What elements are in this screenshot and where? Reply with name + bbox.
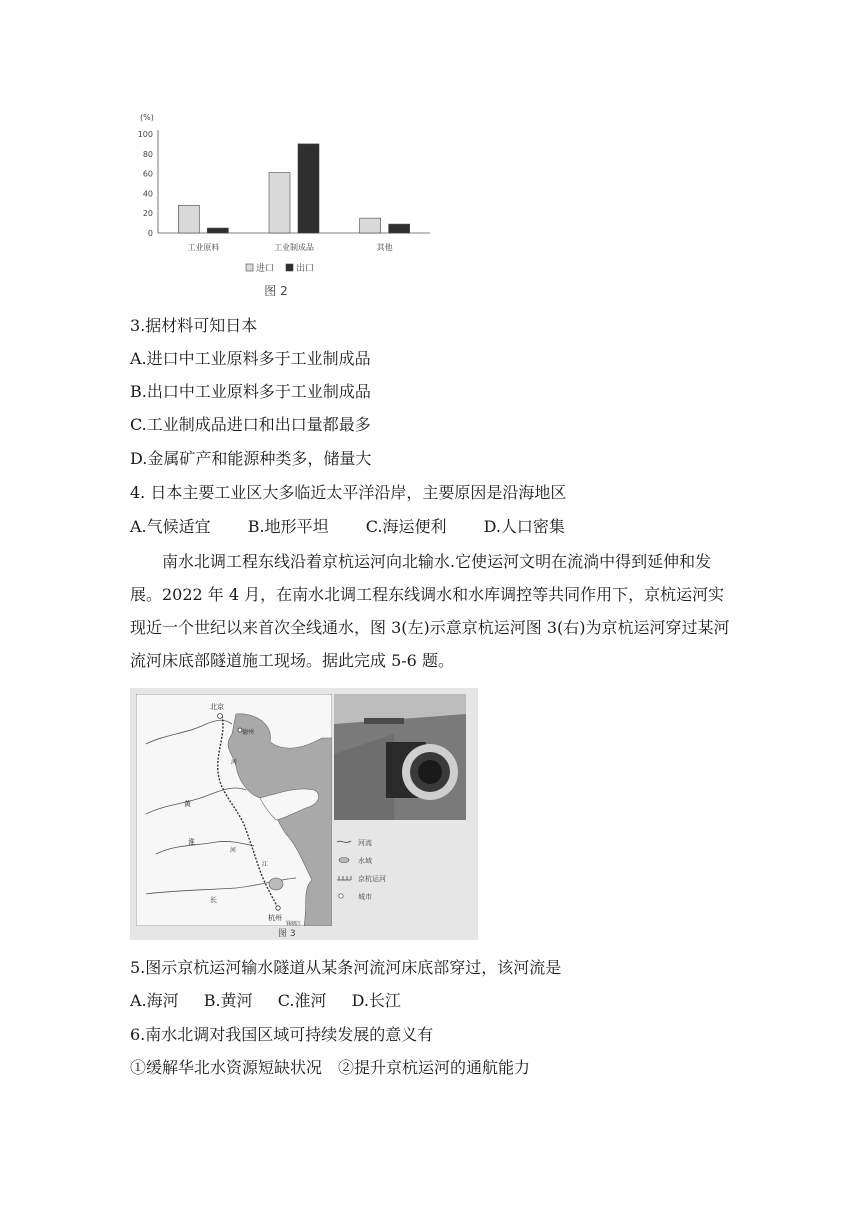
- q3-option-d: D.金属矿产和能源种类多，储量大: [130, 449, 372, 468]
- q6-line-1: ①缓解华北水资源短缺状况 ②提升京杭运河的通航能力: [130, 1058, 531, 1077]
- legend-swatch-export: [286, 264, 293, 271]
- label-huai: 淮: [188, 838, 195, 846]
- legend-canal: [336, 874, 386, 884]
- figure-2-bar-chart: [118, 105, 448, 300]
- bar-import: [269, 173, 290, 233]
- label-he2: 河: [230, 847, 237, 854]
- q3-option-a: A.进口中工业原料多于工业制成品: [130, 349, 371, 368]
- legend-river-label: 河流: [358, 839, 372, 847]
- bar-export: [207, 228, 228, 233]
- figure-3: [130, 688, 478, 940]
- bar-import: [360, 218, 381, 233]
- figure-2-caption: 图 2: [264, 284, 288, 298]
- bar-import: [178, 205, 199, 233]
- legend-city-label: 城市: [358, 893, 372, 901]
- legend-river: [336, 838, 372, 848]
- q3-option-b: B.出口中工业原料多于工业制成品: [130, 382, 371, 401]
- material-paragraph: 南水北调工程东线沿着京杭运河向北输水.它使运河文明在流淌中得到延伸和发展。2022 年 4 月，在南水北调工程东线调水和水库调控等共同作用下，京杭运河实现近一个世纪以来首次全线通水，图 3(左)示意京杭运河图 3(右)为京杭运河穿过某河流河床底部隧道施工现场。据此完成 5-6 题。: [130, 552, 730, 670]
- bar-export: [298, 144, 319, 233]
- q3-option-c: C.工业制成品进口和出口量都最多: [130, 415, 371, 434]
- q4-option-c: C.海运便利: [365, 517, 447, 536]
- label-chang: 长: [210, 896, 217, 904]
- legend-canal-label: 京杭运河: [358, 875, 386, 883]
- label-hangzhou: 杭州: [268, 914, 282, 922]
- canal-symbol-icon: [336, 875, 352, 881]
- legend-swatch-import: [246, 264, 253, 271]
- y-tick-label: 100: [137, 130, 153, 139]
- q6-stem: 6.南水北调对我国区域可持续发展的意义有: [130, 1025, 434, 1044]
- label-he: 河: [231, 759, 238, 766]
- q4-option-d: D.人口密集: [483, 517, 565, 536]
- q4-option-a: A.气候适宜: [130, 517, 211, 536]
- x-tick-label: 工业原料: [187, 243, 220, 252]
- legend-water: [336, 856, 372, 866]
- q5-option-c: C.淮河: [277, 991, 327, 1010]
- bar-export: [389, 224, 410, 233]
- q5-option-b: B.黄河: [203, 991, 253, 1010]
- q5-option-d: D.长江: [351, 991, 401, 1010]
- y-unit-label: (%): [140, 113, 154, 122]
- tunnel-construction-photo: [334, 694, 466, 820]
- legend-label: 出口: [296, 264, 315, 274]
- q5-stem: 5.图示京杭运河输水隧道从某条河流河床底部穿过，该河流是: [130, 958, 562, 977]
- q5-option-a: A.海河: [130, 991, 179, 1010]
- legend-city: [336, 892, 372, 902]
- x-tick-label: 工业制成品: [274, 243, 314, 252]
- legend-water-label: 水域: [358, 857, 372, 865]
- label-dezhou: 德州: [242, 729, 255, 736]
- y-tick-label: 40: [142, 189, 153, 199]
- river-symbol-icon: [336, 839, 352, 845]
- city-symbol-icon: [336, 893, 352, 899]
- y-tick-label: 20: [142, 209, 153, 219]
- label-qiantangjiang: 钱塘江: [286, 921, 302, 926]
- label-jiang: 江: [262, 861, 269, 868]
- figure-3-caption: 图 3: [278, 929, 296, 939]
- y-tick-label: 0: [147, 229, 153, 238]
- q4-stem: 4. 日本主要工业区大多临近太平洋沿岸，主要原因是沿海地区: [130, 483, 567, 502]
- q3-stem: 3.据材料可知日本: [130, 316, 258, 335]
- label-huang: 黄: [184, 800, 191, 808]
- water-symbol-icon: [336, 857, 352, 863]
- q4-options: [130, 517, 597, 537]
- label-beijing: 北京: [210, 703, 224, 711]
- grand-canal-map: [136, 694, 332, 926]
- y-tick-label: 60: [142, 169, 153, 179]
- x-tick-label: 其他: [376, 243, 393, 252]
- y-tick-label: 80: [142, 149, 153, 159]
- q4-option-b: B.地形平坦: [247, 517, 329, 536]
- q5-options: [130, 991, 433, 1011]
- legend-label: 进口: [256, 264, 275, 274]
